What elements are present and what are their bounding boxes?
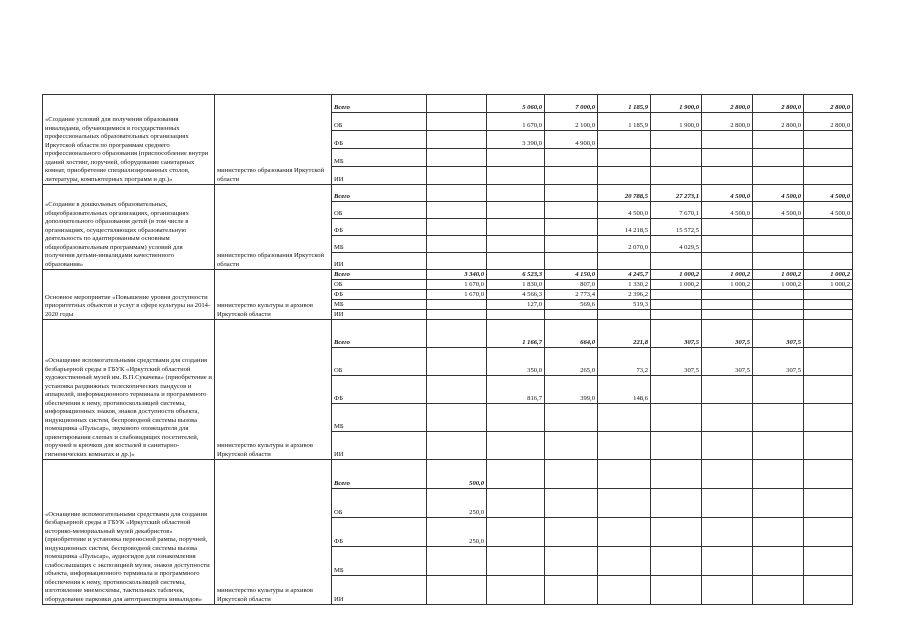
amount-cell xyxy=(804,149,853,167)
funding-source-cell: ИИ xyxy=(332,576,427,605)
amount-cell xyxy=(427,300,487,310)
amount-cell xyxy=(804,460,853,489)
funding-source-cell: ОБ xyxy=(332,280,427,290)
amount-cell xyxy=(804,320,853,348)
funding-source-cell: МБ xyxy=(332,236,427,253)
amount-cell: 1 185,9 xyxy=(598,95,651,113)
amount-cell xyxy=(804,376,853,404)
amount-cell xyxy=(804,576,853,605)
amount-cell xyxy=(427,576,487,605)
amount-cell xyxy=(702,547,753,576)
amount-cell: 3 340,0 xyxy=(427,270,487,280)
amount-cell xyxy=(753,547,804,576)
amount-cell: 4 500,0 xyxy=(753,202,804,219)
amount-cell xyxy=(598,547,651,576)
amount-cell: 1 185,9 xyxy=(598,113,651,131)
amount-cell: 3 390,0 xyxy=(487,131,545,149)
amount-cell: 1 000,2 xyxy=(753,270,804,280)
table-body xyxy=(43,95,853,605)
amount-cell xyxy=(545,167,598,185)
amount-cell xyxy=(427,432,487,460)
amount-cell xyxy=(545,576,598,605)
amount-cell: 73,2 xyxy=(598,348,651,376)
amount-cell xyxy=(598,489,651,518)
amount-cell xyxy=(545,547,598,576)
amount-cell: 4 500,0 xyxy=(804,202,853,219)
amount-cell xyxy=(427,310,487,320)
amount-cell xyxy=(427,185,487,202)
amount-cell xyxy=(545,185,598,202)
amount-cell: 4 245,7 xyxy=(598,270,651,280)
amount-cell xyxy=(651,376,702,404)
funding-source-cell: ОБ xyxy=(332,348,427,376)
table-row xyxy=(43,320,853,348)
amount-cell xyxy=(487,547,545,576)
amount-cell xyxy=(487,432,545,460)
amount-cell: 1 830,0 xyxy=(487,280,545,290)
amount-cell xyxy=(427,149,487,167)
table-row xyxy=(43,270,853,280)
responsible-cell: министерство культуры и архивов Иркутской области xyxy=(215,270,332,320)
amount-cell: 1 330,2 xyxy=(598,280,651,290)
amount-cell xyxy=(487,253,545,270)
amount-cell xyxy=(545,432,598,460)
table-row xyxy=(43,460,853,489)
amount-cell xyxy=(487,518,545,547)
amount-cell xyxy=(702,460,753,489)
amount-cell xyxy=(804,518,853,547)
amount-cell xyxy=(545,404,598,432)
amount-cell: 519,3 xyxy=(598,300,651,310)
amount-cell: 307,5 xyxy=(651,320,702,348)
amount-cell: 7 000,0 xyxy=(545,95,598,113)
table-row xyxy=(43,185,853,202)
funding-source-cell: Всего xyxy=(332,460,427,489)
responsible-cell: министерство культуры и архивов Иркутской области xyxy=(215,320,332,460)
amount-cell xyxy=(651,253,702,270)
amount-cell: 4 500,0 xyxy=(702,202,753,219)
amount-cell xyxy=(702,376,753,404)
amount-cell xyxy=(598,310,651,320)
amount-cell xyxy=(487,489,545,518)
amount-cell xyxy=(702,310,753,320)
amount-cell: 2 800,0 xyxy=(804,113,853,131)
amount-cell xyxy=(804,310,853,320)
amount-cell xyxy=(427,113,487,131)
amount-cell: 399,0 xyxy=(545,376,598,404)
amount-cell: 1 670,0 xyxy=(427,290,487,300)
responsible-cell: министерство образования Иркутской области xyxy=(215,95,332,185)
amount-cell xyxy=(487,202,545,219)
amount-cell: 265,0 xyxy=(545,348,598,376)
amount-cell xyxy=(427,253,487,270)
amount-cell: 2 396,2 xyxy=(598,290,651,300)
amount-cell xyxy=(804,432,853,460)
funding-source-cell: ФБ xyxy=(332,219,427,236)
amount-cell xyxy=(427,167,487,185)
amount-cell: 807,0 xyxy=(545,280,598,290)
amount-cell xyxy=(702,219,753,236)
amount-cell xyxy=(651,310,702,320)
amount-cell xyxy=(753,310,804,320)
responsible-cell: министерство образования Иркутской области xyxy=(215,185,332,270)
funding-source-cell: ИИ xyxy=(332,310,427,320)
amount-cell xyxy=(545,149,598,167)
amount-cell xyxy=(598,253,651,270)
amount-cell: 4 500,0 xyxy=(598,202,651,219)
amount-cell xyxy=(804,489,853,518)
amount-cell xyxy=(598,131,651,149)
amount-cell xyxy=(753,236,804,253)
amount-cell: 20 788,5 xyxy=(598,185,651,202)
amount-cell xyxy=(651,518,702,547)
amount-cell: 307,5 xyxy=(753,320,804,348)
amount-cell xyxy=(753,149,804,167)
budget-table xyxy=(42,94,853,605)
amount-cell xyxy=(804,131,853,149)
amount-cell xyxy=(651,167,702,185)
funding-source-cell: МБ xyxy=(332,300,427,310)
amount-cell xyxy=(804,547,853,576)
amount-cell xyxy=(487,310,545,320)
amount-cell xyxy=(702,253,753,270)
amount-cell xyxy=(487,460,545,489)
amount-cell: 2 800,0 xyxy=(702,113,753,131)
amount-cell: 569,6 xyxy=(545,300,598,310)
amount-cell: 4 029,5 xyxy=(651,236,702,253)
funding-source-cell: ФБ xyxy=(332,131,427,149)
amount-cell: 4 566,3 xyxy=(487,290,545,300)
amount-cell xyxy=(702,149,753,167)
amount-cell xyxy=(702,290,753,300)
amount-cell xyxy=(598,167,651,185)
amount-cell xyxy=(753,131,804,149)
measure-name-cell: «Оснащение вспомогательными средствами для создания безбарьерной среды в ГБУК «Иркутский областной художественный музей им. В.П.Сукачева» (приобретение и установка раздвижных телескопических пандусов и аппарелей, информационного терминала и программного обеспечения к нему, противоскользящей системы, информационных знаков, знаков доступности объекта, индукционных систем, беспроводной системы вызова помощника «Пульсар», звукового оповещателя для ориентирования слепых и слабовидящих посетителей, поручней и крючков для костылей в санитарно-гигиенических комнатах и др.)» xyxy=(43,320,215,460)
amount-cell xyxy=(702,300,753,310)
amount-cell: 148,6 xyxy=(598,376,651,404)
amount-cell: 14 218,5 xyxy=(598,219,651,236)
amount-cell xyxy=(598,518,651,547)
amount-cell xyxy=(804,167,853,185)
amount-cell xyxy=(598,149,651,167)
amount-cell xyxy=(487,576,545,605)
amount-cell xyxy=(753,432,804,460)
amount-cell: 1 900,0 xyxy=(651,95,702,113)
amount-cell xyxy=(753,253,804,270)
amount-cell: 1 670,0 xyxy=(427,280,487,290)
funding-source-cell: ФБ xyxy=(332,290,427,300)
amount-cell xyxy=(651,131,702,149)
amount-cell xyxy=(804,236,853,253)
amount-cell: 1 000,2 xyxy=(651,280,702,290)
amount-cell: 1 000,2 xyxy=(651,270,702,280)
amount-cell: 250,0 xyxy=(427,489,487,518)
amount-cell xyxy=(487,404,545,432)
amount-cell xyxy=(651,460,702,489)
measure-name-cell: «Оснащение вспомогательными средствами для создания безбарьерной среды в ГБУК «Иркутский областной историко-мемориальный музей декабристов» (приобретение и установка переносной рампы, поручней, индукционных систем, беспроводной системы вызова помощника «Пульсар», аудиогидов для ознакомления слабослышащих с экспозицией музея, знаков доступности объекта, информационного терминала и программного обеспечения к нему, противоскользящей системы, изготовление мнемосхемы, тактильных табличек, оборудование парковки для автотранспорта инвалидов» xyxy=(43,460,215,605)
funding-source-cell: Всего xyxy=(332,270,427,280)
amount-cell xyxy=(753,489,804,518)
amount-cell xyxy=(753,219,804,236)
amount-cell: 307,5 xyxy=(651,348,702,376)
funding-source-cell: ОБ xyxy=(332,202,427,219)
amount-cell xyxy=(545,518,598,547)
amount-cell xyxy=(651,300,702,310)
measure-name-cell: Основное мероприятие «Повышение уровня доступности приоритетных объектов и услуг в сфере культуры на 2014-2020 годы xyxy=(43,270,215,320)
amount-cell: 1 000,2 xyxy=(702,270,753,280)
amount-cell xyxy=(427,202,487,219)
funding-source-cell: ОБ xyxy=(332,113,427,131)
funding-source-cell: Всего xyxy=(332,320,427,348)
amount-cell: 27 273,1 xyxy=(651,185,702,202)
funding-source-cell: ФБ xyxy=(332,376,427,404)
amount-cell: 307,5 xyxy=(702,320,753,348)
amount-cell xyxy=(427,131,487,149)
amount-cell xyxy=(545,460,598,489)
amount-cell: 2 800,0 xyxy=(753,95,804,113)
amount-cell xyxy=(487,236,545,253)
amount-cell xyxy=(598,404,651,432)
amount-cell xyxy=(702,236,753,253)
amount-cell xyxy=(487,219,545,236)
amount-cell: 2 100,0 xyxy=(545,113,598,131)
amount-cell xyxy=(702,432,753,460)
funding-source-cell: МБ xyxy=(332,404,427,432)
amount-cell xyxy=(804,348,853,376)
amount-cell xyxy=(427,219,487,236)
amount-cell: 2 800,0 xyxy=(753,113,804,131)
amount-cell xyxy=(545,489,598,518)
amount-cell xyxy=(487,167,545,185)
amount-cell xyxy=(651,290,702,300)
amount-cell: 4 900,0 xyxy=(545,131,598,149)
amount-cell xyxy=(487,185,545,202)
amount-cell xyxy=(702,518,753,547)
amount-cell xyxy=(598,576,651,605)
amount-cell xyxy=(753,300,804,310)
funding-source-cell: ИИ xyxy=(332,253,427,270)
amount-cell: 307,5 xyxy=(702,348,753,376)
amount-cell xyxy=(651,404,702,432)
amount-cell: 1 000,2 xyxy=(702,280,753,290)
amount-cell: 15 572,5 xyxy=(651,219,702,236)
amount-cell: 307,5 xyxy=(753,348,804,376)
amount-cell: 221,8 xyxy=(598,320,651,348)
funding-source-cell: ФБ xyxy=(332,518,427,547)
amount-cell xyxy=(753,404,804,432)
amount-cell xyxy=(804,404,853,432)
amount-cell xyxy=(753,576,804,605)
amount-cell xyxy=(427,236,487,253)
funding-source-cell: МБ xyxy=(332,547,427,576)
amount-cell xyxy=(427,376,487,404)
amount-cell: 4 500,0 xyxy=(702,185,753,202)
funding-source-cell: ИИ xyxy=(332,167,427,185)
amount-cell: 5 060,0 xyxy=(487,95,545,113)
amount-cell: 664,0 xyxy=(545,320,598,348)
funding-source-cell: ИИ xyxy=(332,432,427,460)
amount-cell xyxy=(804,300,853,310)
amount-cell xyxy=(702,576,753,605)
amount-cell xyxy=(427,404,487,432)
amount-cell xyxy=(702,167,753,185)
amount-cell: 6 523,3 xyxy=(487,270,545,280)
amount-cell xyxy=(651,149,702,167)
amount-cell: 1 000,2 xyxy=(804,270,853,280)
amount-cell: 1 670,0 xyxy=(487,113,545,131)
amount-cell xyxy=(804,253,853,270)
amount-cell: 816,7 xyxy=(487,376,545,404)
funding-source-cell: Всего xyxy=(332,185,427,202)
amount-cell xyxy=(651,489,702,518)
amount-cell xyxy=(427,348,487,376)
measure-name-cell: «Создание в дошкольных образовательных, общеобразовательных организациях, организациях дополнительного образования детей (в том числе в организациях, осуществляющих образовательную деятельность по адаптированным основным общеобразовательным программам) условий для получения детьми-инвалидами качественного образования» xyxy=(43,185,215,270)
table-row xyxy=(43,95,853,113)
amount-cell: 2 800,0 xyxy=(702,95,753,113)
amount-cell xyxy=(804,219,853,236)
amount-cell: 1 166,7 xyxy=(487,320,545,348)
funding-source-cell: Всего xyxy=(332,95,427,113)
amount-cell: 1 000,2 xyxy=(753,280,804,290)
amount-cell xyxy=(651,432,702,460)
amount-cell xyxy=(702,489,753,518)
amount-cell xyxy=(545,202,598,219)
amount-cell xyxy=(545,310,598,320)
funding-source-cell: ОБ xyxy=(332,489,427,518)
amount-cell xyxy=(545,236,598,253)
amount-cell xyxy=(427,320,487,348)
amount-cell xyxy=(427,547,487,576)
amount-cell: 4 500,0 xyxy=(753,185,804,202)
amount-cell xyxy=(427,95,487,113)
amount-cell: 500,0 xyxy=(427,460,487,489)
amount-cell: 4 150,0 xyxy=(545,270,598,280)
amount-cell xyxy=(545,219,598,236)
amount-cell xyxy=(598,432,651,460)
amount-cell: 350,0 xyxy=(487,348,545,376)
amount-cell xyxy=(753,167,804,185)
amount-cell xyxy=(598,460,651,489)
amount-cell xyxy=(702,131,753,149)
amount-cell xyxy=(651,547,702,576)
responsible-cell: министерство культуры и архивов Иркутской области xyxy=(215,460,332,605)
amount-cell: 2 070,0 xyxy=(598,236,651,253)
amount-cell xyxy=(545,253,598,270)
amount-cell: 250,0 xyxy=(427,518,487,547)
amount-cell: 7 670,1 xyxy=(651,202,702,219)
amount-cell xyxy=(753,376,804,404)
funding-source-cell: МБ xyxy=(332,149,427,167)
amount-cell xyxy=(702,404,753,432)
amount-cell xyxy=(753,460,804,489)
amount-cell: 4 500,0 xyxy=(804,185,853,202)
amount-cell xyxy=(753,290,804,300)
measure-name-cell: «Создание условий для получения образования инвалидами, обучающимися в государственных профессиональных образовательных организациях Иркутской области по программам среднего профессионального образования (приспособление внутри зданий хостинг, поручней, оборудование санитарных комнат, приобретение специализированных столов, литературы, компьютерных программ и др.)» xyxy=(43,95,215,185)
amount-cell xyxy=(804,290,853,300)
amount-cell: 2 800,0 xyxy=(804,95,853,113)
amount-cell: 2 773,4 xyxy=(545,290,598,300)
amount-cell: 127,0 xyxy=(487,300,545,310)
amount-cell: 1 000,2 xyxy=(804,280,853,290)
amount-cell xyxy=(651,576,702,605)
amount-cell xyxy=(753,518,804,547)
amount-cell: 1 900,0 xyxy=(651,113,702,131)
amount-cell xyxy=(487,149,545,167)
